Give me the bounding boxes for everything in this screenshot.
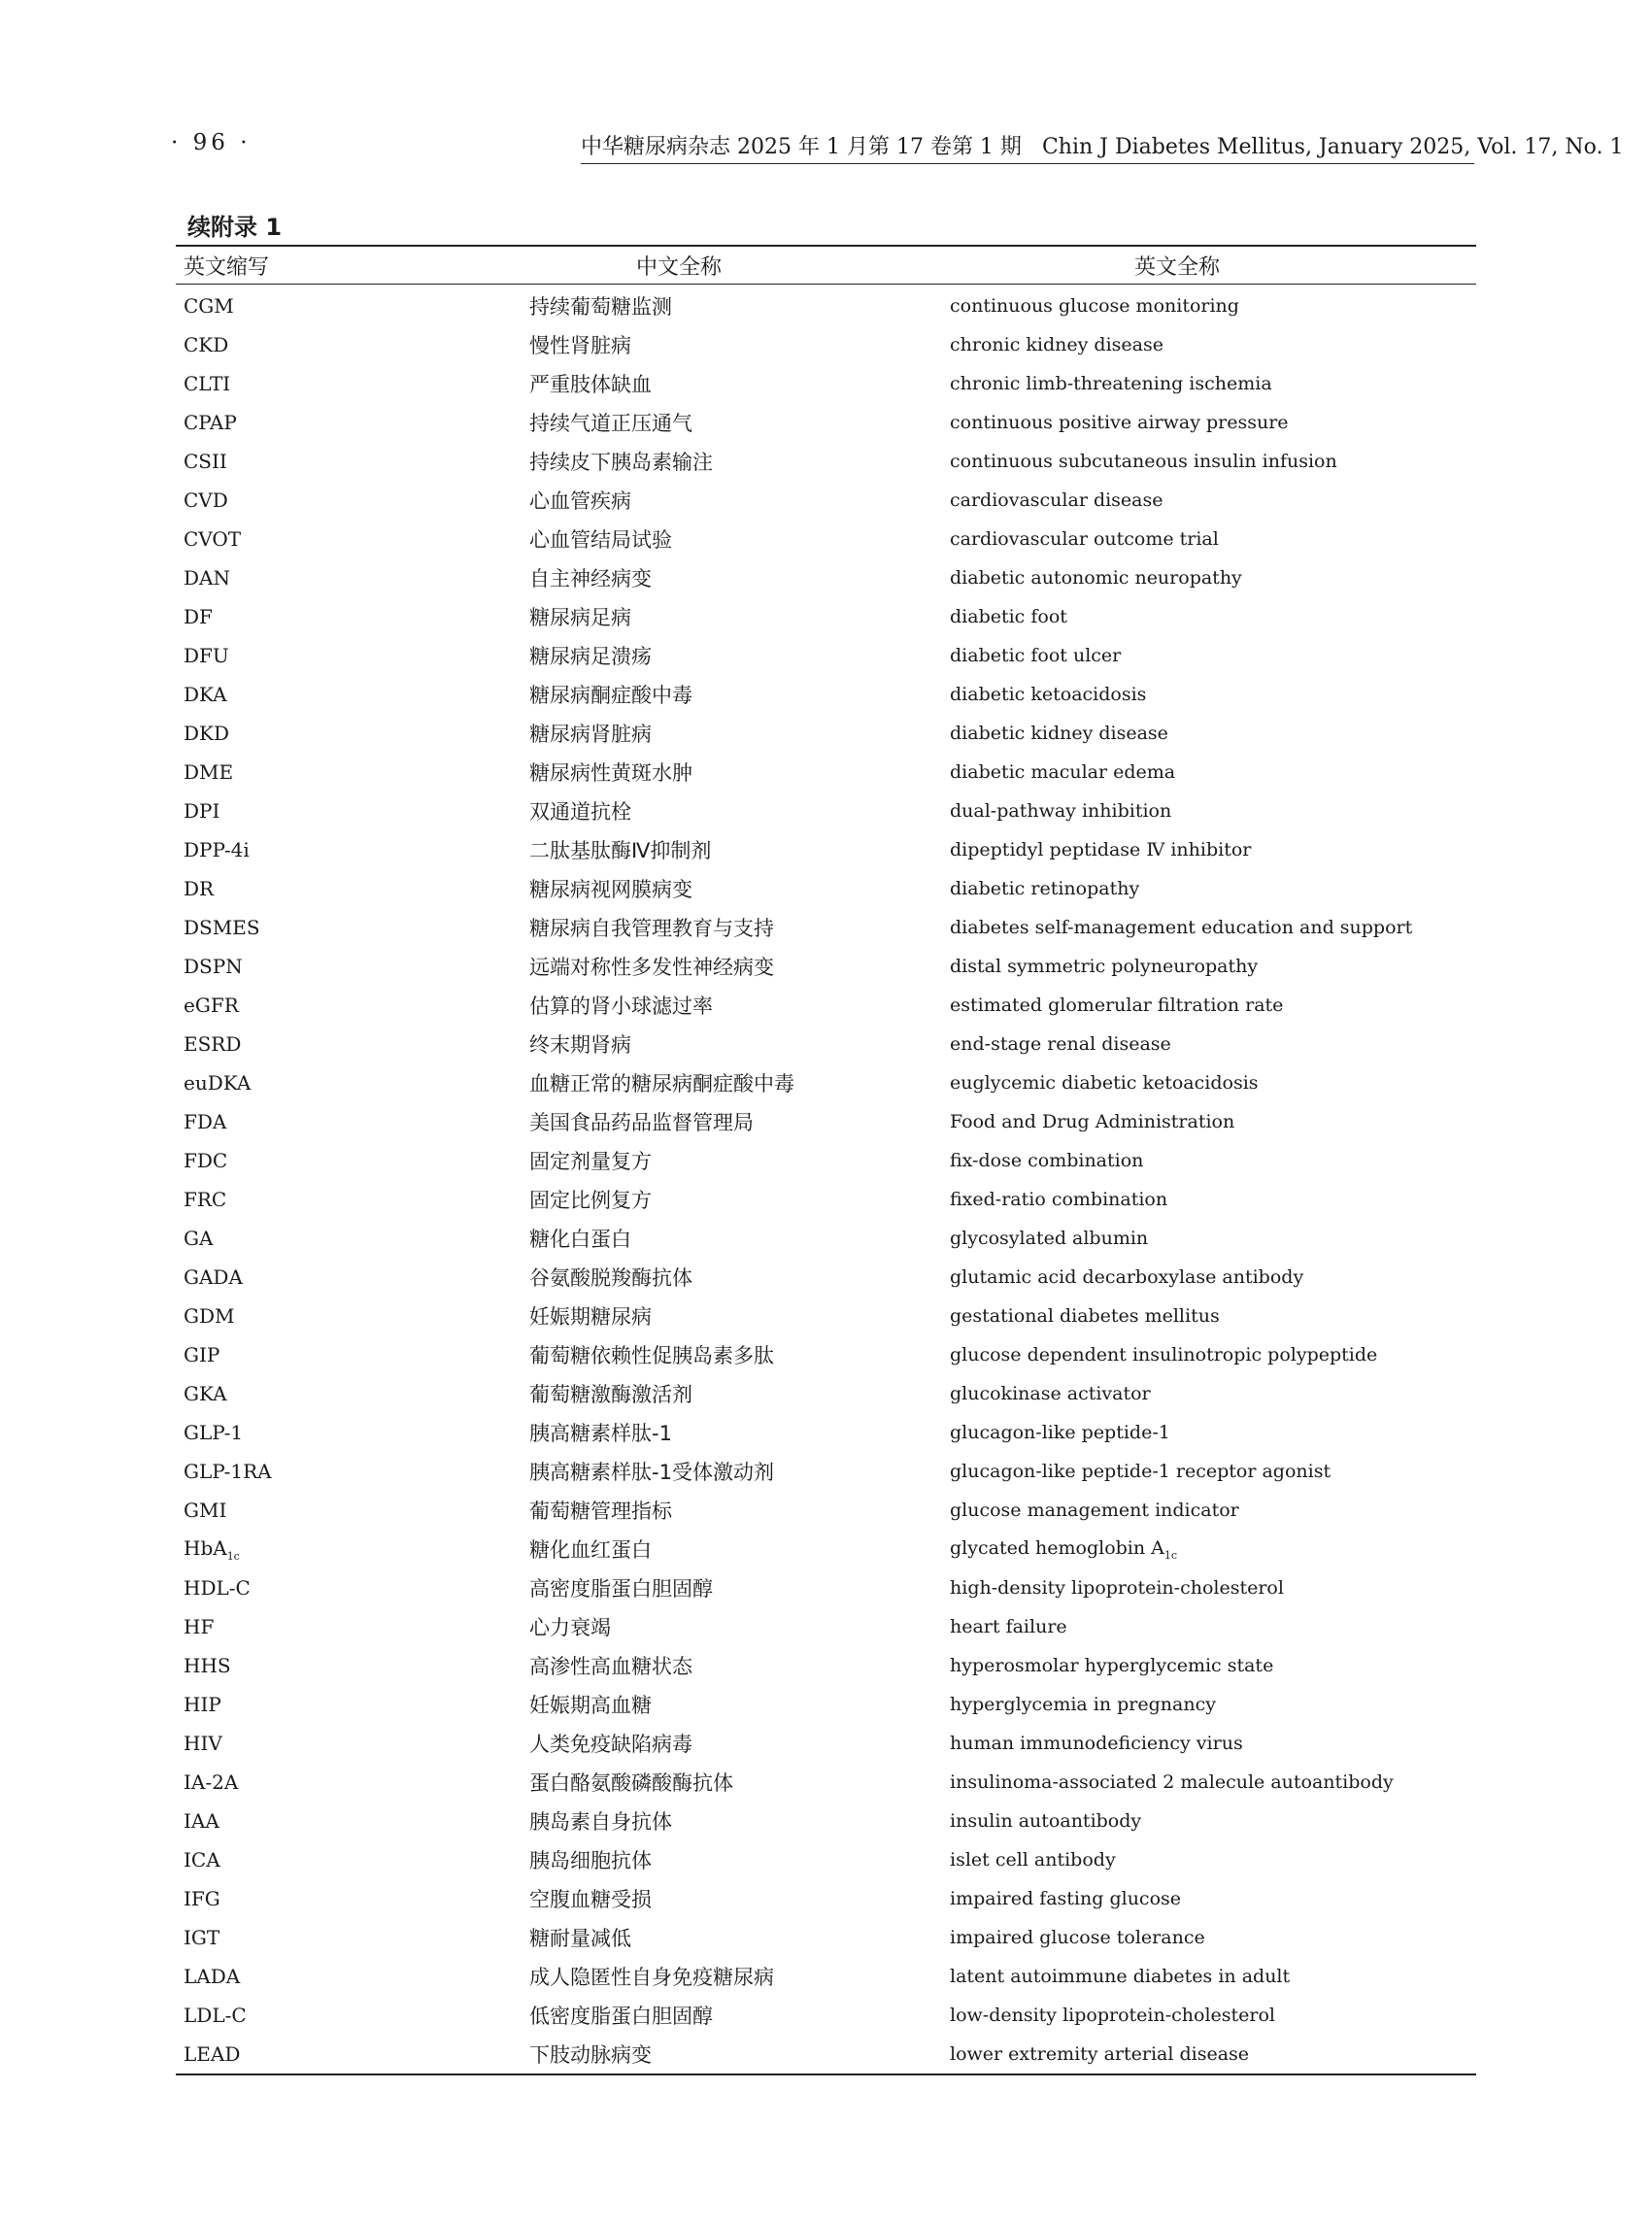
abbreviation-cell xyxy=(176,1887,529,1910)
chinese-name-cell: 葡萄糖管理指标 xyxy=(529,1500,672,1523)
abbreviation-text: GA xyxy=(184,1227,214,1250)
chinese-name-cell: 胰高糖素样肽-1受体激动剂 xyxy=(529,1461,774,1484)
abbreviation-cell xyxy=(176,1693,529,1716)
english-name-text: estimated glomerular filtration rate xyxy=(950,995,1284,1016)
abbreviation-cell xyxy=(176,1926,529,1949)
table-row xyxy=(176,714,1476,753)
english-name-cell xyxy=(950,1305,1476,1327)
english-name-cell xyxy=(950,1810,1476,1832)
chinese-name-cell: 胰岛素自身抗体 xyxy=(529,1810,672,1834)
chinese-name-cell: 持续皮下胰岛素输注 xyxy=(529,451,713,474)
abbreviation-cell xyxy=(176,1227,529,1250)
english-name-cell xyxy=(950,295,1476,317)
english-name-text: fix-dose combination xyxy=(950,1150,1144,1171)
english-name-cell xyxy=(950,1577,1476,1599)
abbreviation-text: HF xyxy=(184,1615,215,1638)
table-row xyxy=(176,1996,1476,2035)
abbreviation-text: DKD xyxy=(184,722,230,745)
chinese-name-cell: 二肽基肽酶Ⅳ抑制剂 xyxy=(529,839,712,862)
english-name-text: diabetic foot xyxy=(950,606,1067,627)
english-name-text: diabetic kidney disease xyxy=(950,723,1168,744)
table-row xyxy=(176,2035,1476,2073)
chinese-name-cell: 固定比例复方 xyxy=(529,1189,652,1212)
table-row xyxy=(176,1802,1476,1840)
abbreviation-cell xyxy=(176,411,529,434)
english-name-text: hyperglycemia in pregnancy xyxy=(950,1694,1216,1715)
english-name-text: impaired glucose tolerance xyxy=(950,1927,1205,1948)
abbreviation-text: CPAP xyxy=(184,411,237,434)
table-row xyxy=(176,287,1476,325)
english-name-cell xyxy=(950,1189,1476,1210)
abbreviation-text: IA-2A xyxy=(184,1770,239,1794)
english-name-cell xyxy=(950,956,1476,977)
abbreviation-cell xyxy=(176,1770,529,1794)
abbreviation-cell xyxy=(176,799,529,823)
english-name-cell xyxy=(950,373,1476,394)
chinese-name-cell: 人类免疫缺陷病毒 xyxy=(529,1733,692,1756)
chinese-name-cell: 胰高糖素样肽-1 xyxy=(529,1422,672,1445)
table-row xyxy=(176,947,1476,986)
abbreviation-text: IAA xyxy=(184,1809,219,1833)
table-row xyxy=(176,1258,1476,1297)
abbreviation-cell xyxy=(176,1809,529,1833)
english-name-cell xyxy=(950,2005,1476,2026)
english-name-text: hyperosmolar hyperglycemic state xyxy=(950,1655,1274,1676)
english-name-cell xyxy=(950,451,1476,472)
abbreviation-cell xyxy=(176,1460,529,1483)
abbreviation-text: CSII xyxy=(184,450,227,473)
abbreviation-text: IGT xyxy=(184,1926,220,1949)
english-name-cell xyxy=(950,723,1476,744)
abbreviation-cell xyxy=(176,294,529,318)
abbreviation-cell xyxy=(176,955,529,978)
chinese-name-cell: 严重肢体缺血 xyxy=(529,373,652,396)
english-name-cell xyxy=(950,1694,1476,1715)
chinese-name-cell: 心力衰竭 xyxy=(529,1616,611,1639)
table-row xyxy=(176,1840,1476,1879)
abbreviation-cell xyxy=(176,1343,529,1366)
abbreviation-text: HDL-C xyxy=(184,1576,251,1600)
table-row xyxy=(176,520,1476,558)
english-name-text: heart failure xyxy=(950,1616,1067,1637)
table-row xyxy=(176,481,1476,520)
chinese-name-cell: 估算的肾小球滤过率 xyxy=(529,995,713,1018)
english-name-cell xyxy=(950,528,1476,550)
english-name-cell xyxy=(950,800,1476,822)
english-name-cell xyxy=(950,1966,1476,1987)
abbreviation-text: LDL-C xyxy=(184,2004,247,2027)
abbreviation-text: DR xyxy=(184,877,215,900)
english-name-text: insulin autoantibody xyxy=(950,1810,1142,1832)
abbreviation-cell xyxy=(176,1265,529,1289)
abbreviation-text: DFU xyxy=(184,644,229,667)
chinese-name-cell: 糖尿病肾脏病 xyxy=(529,723,652,746)
english-name-text: islet cell antibody xyxy=(950,1849,1116,1871)
english-name-cell xyxy=(950,1228,1476,1249)
english-name-cell xyxy=(950,1771,1476,1793)
english-name-cell xyxy=(950,1849,1476,1871)
english-name-cell xyxy=(950,412,1476,433)
english-name-text: glutamic acid decarboxylase antibody xyxy=(950,1266,1304,1288)
abbreviation-text: DKA xyxy=(184,683,227,706)
english-name-cell xyxy=(950,1927,1476,1948)
table-row xyxy=(176,597,1476,636)
english-name-cell xyxy=(950,1033,1476,1055)
english-name-text: continuous subcutaneous insulin infusion xyxy=(950,451,1337,472)
english-name-text: glucose management indicator xyxy=(950,1500,1239,1521)
abbreviation-cell xyxy=(176,1304,529,1328)
table-header-row xyxy=(176,247,1476,285)
table-row xyxy=(176,1297,1476,1335)
english-name-text: dipeptidyl peptidase Ⅳ inhibitor xyxy=(950,839,1252,860)
table-row xyxy=(176,1918,1476,1957)
abbreviation-cell xyxy=(176,1654,529,1677)
abbreviation-cell xyxy=(176,1071,529,1095)
chinese-name-cell: 糖尿病视网膜病变 xyxy=(529,878,692,901)
english-name-cell xyxy=(950,839,1476,860)
english-name-cell xyxy=(950,1344,1476,1365)
english-name-cell xyxy=(950,645,1476,666)
abbreviation-text: HIP xyxy=(184,1693,221,1716)
abbreviation-text: CGM xyxy=(184,294,234,318)
english-name-text: diabetic ketoacidosis xyxy=(950,684,1147,705)
abbreviation-text: CKD xyxy=(184,333,229,356)
abbreviation-cell xyxy=(176,838,529,861)
table-row xyxy=(176,1219,1476,1258)
english-name-text: cardiovascular outcome trial xyxy=(950,528,1219,550)
table-row xyxy=(176,403,1476,442)
english-name-cell xyxy=(950,1461,1476,1482)
english-name-text: glucose dependent insulinotropic polypeptide xyxy=(950,1344,1378,1365)
chinese-name-cell: 糖尿病性黄斑水肿 xyxy=(529,761,692,785)
abbreviation-text: LADA xyxy=(184,1965,241,1988)
abbreviation-cell xyxy=(176,450,529,473)
english-name-text: chronic kidney disease xyxy=(950,334,1163,355)
chinese-name-cell: 胰岛细胞抗体 xyxy=(529,1849,652,1872)
abbreviation-text: DAN xyxy=(184,566,230,590)
table-caption: 续附录 1 xyxy=(187,214,283,241)
chinese-name-cell: 妊娠期高血糖 xyxy=(529,1694,652,1717)
english-name-cell xyxy=(950,489,1476,511)
chinese-name-cell: 糖尿病酮症酸中毒 xyxy=(529,684,692,707)
chinese-name-cell: 持续葡萄糖监测 xyxy=(529,295,672,319)
english-name-text: continuous positive airway pressure xyxy=(950,412,1289,433)
abbreviation-text: GADA xyxy=(184,1265,243,1289)
abbreviation-text: euDKA xyxy=(184,1071,252,1095)
english-name-cell xyxy=(950,1383,1476,1404)
abbreviation-text: FDA xyxy=(184,1110,227,1133)
journal-title-cn: 中华糖尿病杂志 2025 年 1 月第 17 卷第 1 期 xyxy=(581,135,1022,159)
abbreviation-cell xyxy=(176,333,529,356)
chinese-name-cell: 美国食品药品监督管理局 xyxy=(529,1111,754,1134)
table-body xyxy=(176,285,1476,2073)
english-name-cell xyxy=(950,1733,1476,1754)
table-row xyxy=(176,986,1476,1025)
english-name-text: glucokinase activator xyxy=(950,1383,1151,1404)
abbreviation-cell xyxy=(176,877,529,900)
english-name-cell xyxy=(950,1616,1476,1637)
abbreviation-text: CLTI xyxy=(184,372,231,395)
chinese-name-cell: 心血管疾病 xyxy=(529,489,631,513)
table-row xyxy=(176,325,1476,364)
abbreviation-cell xyxy=(176,1032,529,1056)
english-name-cell xyxy=(950,917,1476,938)
english-name-text: high-density lipoprotein-cholesterol xyxy=(950,1577,1284,1599)
abbreviation-cell xyxy=(176,683,529,706)
abbreviation-cell xyxy=(176,1576,529,1600)
english-name-cell xyxy=(950,1888,1476,1909)
chinese-name-cell: 谷氨酸脱羧酶抗体 xyxy=(529,1266,692,1290)
english-name-text: diabetic autonomic neuropathy xyxy=(950,567,1242,589)
abbreviation-text: LEAD xyxy=(184,2042,241,2066)
table-row xyxy=(176,1530,1476,1568)
abbreviation-cell xyxy=(176,644,529,667)
chinese-name-cell: 心血管结局试验 xyxy=(529,528,672,552)
english-name-text: diabetic macular edema xyxy=(950,761,1176,783)
abbreviation-text: IFG xyxy=(184,1887,220,1910)
abbreviation-text: GDM xyxy=(184,1304,235,1328)
abbreviation-cell xyxy=(176,994,529,1017)
abbreviation-cell xyxy=(176,760,529,784)
chinese-name-cell: 糖尿病足溃疡 xyxy=(529,645,652,668)
abbreviation-cell xyxy=(176,1536,529,1563)
english-name-text: gestational diabetes mellitus xyxy=(950,1305,1220,1327)
table-row xyxy=(176,1607,1476,1646)
chinese-name-cell: 持续气道正压通气 xyxy=(529,412,692,435)
english-name-text: fixed-ratio combination xyxy=(950,1189,1168,1210)
english-name-cell xyxy=(950,1111,1476,1132)
abbreviation-cell xyxy=(176,1421,529,1444)
abbreviation-cell xyxy=(176,605,529,628)
chinese-name-cell: 葡萄糖依赖性促胰岛素多肽 xyxy=(529,1344,774,1367)
english-name-cell xyxy=(950,2043,1476,2065)
english-name-cell xyxy=(950,1537,1476,1562)
abbreviation-cell xyxy=(176,566,529,590)
table-row xyxy=(176,1413,1476,1452)
column-header-english-name: 英文全称 xyxy=(1134,254,1221,280)
english-name-cell xyxy=(950,1072,1476,1094)
english-name-text: cardiovascular disease xyxy=(950,489,1163,511)
table-row xyxy=(176,1724,1476,1763)
chinese-name-cell: 妊娠期糖尿病 xyxy=(529,1305,652,1329)
chinese-name-cell: 成人隐匿性自身免疫糖尿病 xyxy=(529,1966,774,1989)
english-name-cell xyxy=(950,1422,1476,1443)
table-row xyxy=(176,1063,1476,1102)
english-name-cell xyxy=(950,1266,1476,1288)
chinese-name-cell: 空腹血糖受损 xyxy=(529,1888,652,1911)
table-row xyxy=(176,1646,1476,1685)
table-row xyxy=(176,1491,1476,1530)
table-row xyxy=(176,1452,1476,1491)
english-name-cell xyxy=(950,995,1476,1016)
table-row xyxy=(176,364,1476,403)
english-name-text: glycated hemoglobin A xyxy=(950,1536,1164,1559)
chinese-name-cell: 低密度脂蛋白胆固醇 xyxy=(529,2005,713,2028)
page-number: · 96 · xyxy=(171,130,252,155)
chinese-name-cell: 终末期肾病 xyxy=(529,1033,631,1057)
english-name-text: euglycemic diabetic ketoacidosis xyxy=(950,1072,1259,1094)
english-name-cell xyxy=(950,1150,1476,1171)
table-row xyxy=(176,558,1476,597)
english-name-cell xyxy=(950,684,1476,705)
english-name-cell xyxy=(950,606,1476,627)
chinese-name-cell: 糖耐量减低 xyxy=(529,1927,631,1950)
english-name-text: Food and Drug Administration xyxy=(950,1111,1235,1132)
table-row xyxy=(176,1763,1476,1802)
abbreviation-text: DF xyxy=(184,605,213,628)
chinese-name-cell: 糖尿病自我管理教育与支持 xyxy=(529,917,774,940)
table-row xyxy=(176,675,1476,714)
abbreviation-cell xyxy=(176,2004,529,2027)
abbreviation-text: FDC xyxy=(184,1149,228,1172)
abbreviation-cell xyxy=(176,916,529,939)
english-name-text: end-stage renal disease xyxy=(950,1033,1171,1055)
abbreviation-cell xyxy=(176,1188,529,1211)
table-row xyxy=(176,1957,1476,1996)
english-name-text: continuous glucose monitoring xyxy=(950,295,1239,317)
table-row xyxy=(176,1025,1476,1063)
english-name-text: impaired fasting glucose xyxy=(950,1888,1182,1909)
abbreviation-table xyxy=(176,245,1476,2075)
chinese-name-cell: 固定剂量复方 xyxy=(529,1150,652,1173)
table-row xyxy=(176,1685,1476,1724)
running-header xyxy=(581,130,1624,164)
abbreviation-cell xyxy=(176,527,529,551)
abbreviation-text: HHS xyxy=(184,1654,231,1677)
abbreviation-text: DSPN xyxy=(184,955,243,978)
abbreviation-text: ESRD xyxy=(184,1032,242,1056)
english-name-text: human immunodeficiency virus xyxy=(950,1733,1243,1754)
english-name-text: glucagon-like peptide-1 receptor agonist xyxy=(950,1461,1332,1482)
abbreviation-cell xyxy=(176,2042,529,2066)
abbreviation-cell xyxy=(176,372,529,395)
english-name-cell xyxy=(950,334,1476,355)
english-name-text: latent autoimmune diabetes in adult xyxy=(950,1966,1291,1987)
english-name-text: lower extremity arterial disease xyxy=(950,2043,1250,2065)
table-row xyxy=(176,1374,1476,1413)
abbreviation-cell xyxy=(176,1848,529,1871)
chinese-name-cell: 高渗性高血糖状态 xyxy=(529,1655,692,1678)
english-name-text: low-density lipoprotein-cholesterol xyxy=(950,2005,1275,2026)
abbreviation-text: GKA xyxy=(184,1382,227,1405)
english-name-cell xyxy=(950,878,1476,899)
table-row xyxy=(176,442,1476,481)
chinese-name-cell: 高密度脂蛋白胆固醇 xyxy=(529,1577,713,1601)
table-row xyxy=(176,1102,1476,1141)
abbreviation-text: CVOT xyxy=(184,527,242,551)
abbreviation-cell xyxy=(176,1965,529,1988)
abbreviation-cell xyxy=(176,1382,529,1405)
abbreviation-cell xyxy=(176,489,529,512)
english-name-text: distal symmetric polyneuropathy xyxy=(950,956,1259,977)
chinese-name-cell: 血糖正常的糖尿病酮症酸中毒 xyxy=(529,1072,794,1096)
abbreviation-text: ICA xyxy=(184,1848,220,1871)
chinese-name-cell: 慢性肾脏病 xyxy=(529,334,631,357)
abbreviation-cell xyxy=(176,1732,529,1755)
abbreviation-text: DPP-4i xyxy=(184,838,250,861)
table-row xyxy=(176,753,1476,792)
table-row xyxy=(176,908,1476,947)
chinese-name-cell: 自主神经病变 xyxy=(529,567,652,590)
english-name-text: glucagon-like peptide-1 xyxy=(950,1422,1170,1443)
english-name-cell xyxy=(950,567,1476,589)
chinese-name-cell: 糖化血红蛋白 xyxy=(529,1538,652,1562)
table-row xyxy=(176,830,1476,869)
english-name-text: glycosylated albumin xyxy=(950,1228,1149,1249)
abbreviation-text: GLP-1 xyxy=(184,1421,244,1444)
table-row xyxy=(176,792,1476,830)
abbreviation-text: eGFR xyxy=(184,994,239,1017)
abbreviation-text: DPI xyxy=(184,799,220,823)
abbreviation-text: GLP-1RA xyxy=(184,1460,272,1483)
column-header-chinese-name: 中文全称 xyxy=(636,254,723,280)
english-name-text: diabetes self-management education and support xyxy=(950,917,1413,938)
table-row xyxy=(176,1568,1476,1607)
english-name-subscript: 1c xyxy=(1163,1548,1178,1562)
chinese-name-cell: 糖化白蛋白 xyxy=(529,1228,631,1251)
english-name-text: insulinoma-associated 2 malecule autoantibody xyxy=(950,1771,1394,1793)
english-name-text: dual-pathway inhibition xyxy=(950,800,1172,822)
table-row xyxy=(176,1335,1476,1374)
english-name-text: diabetic foot ulcer xyxy=(950,645,1122,666)
abbreviation-subscript: 1c xyxy=(226,1549,240,1563)
chinese-name-cell: 双通道抗栓 xyxy=(529,800,631,824)
table-row xyxy=(176,1180,1476,1219)
english-name-cell xyxy=(950,1500,1476,1521)
english-name-cell xyxy=(950,1655,1476,1676)
abbreviation-text: GIP xyxy=(184,1343,220,1366)
abbreviation-cell xyxy=(176,722,529,745)
abbreviation-text: FRC xyxy=(184,1188,227,1211)
abbreviation-cell xyxy=(176,1110,529,1133)
chinese-name-cell: 下肢动脉病变 xyxy=(529,2043,652,2067)
abbreviation-text: DSMES xyxy=(184,916,260,939)
abbreviation-text: HIV xyxy=(184,1732,222,1755)
english-name-cell xyxy=(950,761,1476,783)
abbreviation-cell xyxy=(176,1499,529,1522)
table-row xyxy=(176,1879,1476,1918)
chinese-name-cell: 远端对称性多发性神经病变 xyxy=(529,956,774,979)
abbreviation-text: CVD xyxy=(184,489,228,512)
table-row xyxy=(176,636,1476,675)
chinese-name-cell: 蛋白酪氨酸磷酸酶抗体 xyxy=(529,1771,733,1795)
journal-title-en: Chin J Diabetes Mellitus, January 2025, Vol. 17, No. 1 xyxy=(1041,135,1624,159)
abbreviation-cell xyxy=(176,1615,529,1638)
table-row xyxy=(176,869,1476,908)
abbreviation-cell xyxy=(176,1149,529,1172)
english-name-text: chronic limb-threatening ischemia xyxy=(950,373,1272,394)
chinese-name-cell: 葡萄糖激酶激活剂 xyxy=(529,1383,692,1406)
table-row xyxy=(176,1141,1476,1180)
abbreviation-text: HbA xyxy=(184,1535,227,1560)
column-header-abbreviation: 英文缩写 xyxy=(184,254,270,280)
english-name-text: diabetic retinopathy xyxy=(950,878,1140,899)
abbreviation-text: DME xyxy=(184,760,234,784)
abbreviation-text: GMI xyxy=(184,1499,227,1522)
chinese-name-cell: 糖尿病足病 xyxy=(529,606,631,629)
